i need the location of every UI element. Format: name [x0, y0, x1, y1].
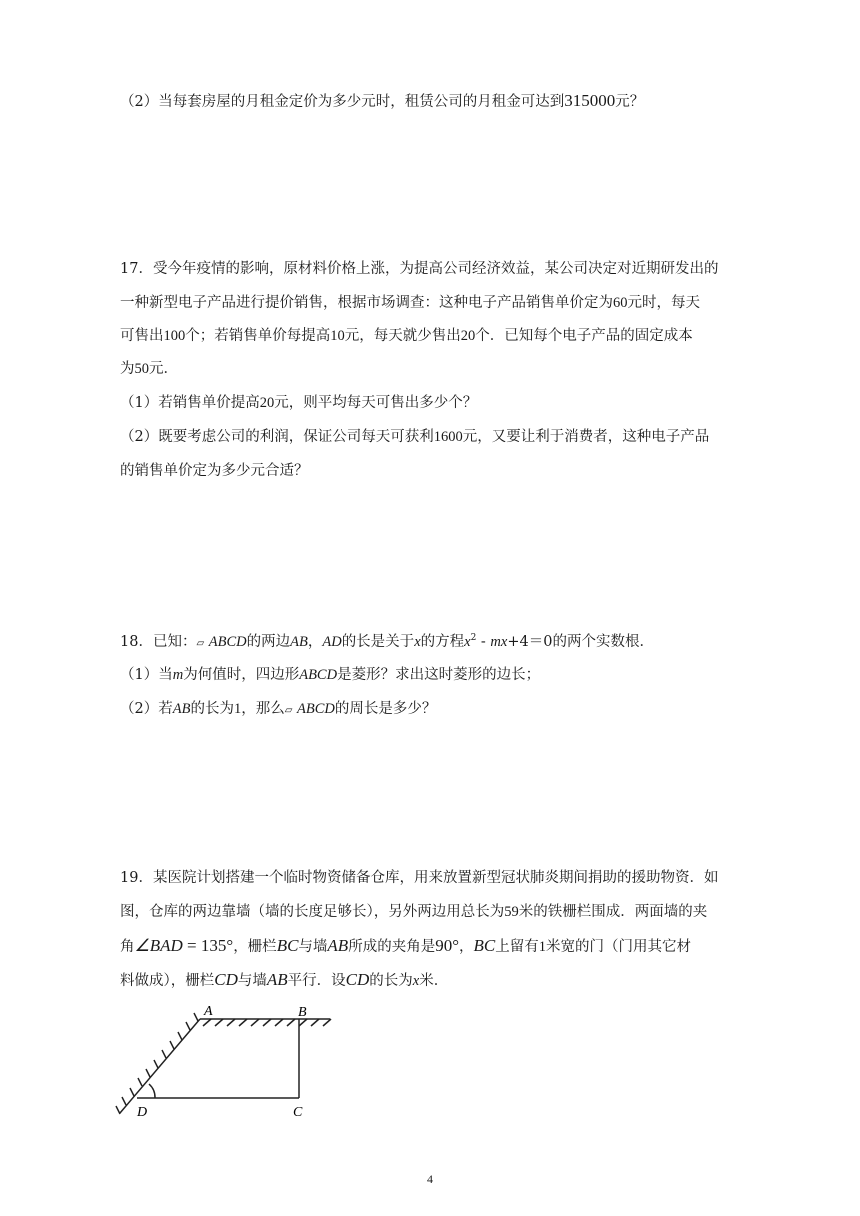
q19-line-3: 角∠BAD = 135°，栅栏BC与墙AB所成的夹角是90°，BC上留有1米宽的门（门用其它材: [120, 936, 691, 955]
label-a: A: [204, 1004, 213, 1019]
label-b: B: [298, 1005, 307, 1020]
q17-line-2: 一种新型电子产品进行提价销售，根据市场调查：这种电子产品销售单价定为60元时，每天: [120, 295, 700, 311]
q19-line-1: 19．某医院计划搭建一个临时物资储备仓库，用来放置新型冠状肺炎期间捐助的援助物资．如: [120, 870, 719, 886]
page-number: 4: [427, 1172, 433, 1186]
wall-ab: [200, 1019, 331, 1026]
q19-figure: [110, 995, 350, 1125]
q17-line-1: 17．受今年疫情的影响，原材料价格上涨，为提高公司经济效益，某公司决定对近期研发出的: [120, 261, 719, 277]
label-d: D: [137, 1105, 148, 1120]
q17-part2-line-1: （2）既要考虑公司的利润，保证公司每天可获利1600元，又要让利于消费者，这种电子产品: [120, 429, 710, 445]
q17-part2-line-2: 的销售单价定为多少元合适？: [120, 463, 309, 479]
label-c: C: [293, 1105, 303, 1120]
wall-ad: [116, 1013, 200, 1114]
q17-line-3: 可售出100个；若销售单价每提高10元，每天就少售出20个．已知每个电子产品的固定成本: [120, 328, 693, 344]
q17-line-4: 为50元．: [120, 361, 178, 377]
q16-part2: （2）当每套房屋的月租金定价为多少元时，租赁公司的月租金可达到315000元？: [120, 91, 645, 110]
q19-line-4: 料做成），栅栏CD与墙AB平行．设CD的长为x米．: [120, 970, 449, 989]
q19-line-2: 图，仓库的两边靠墙（墙的长度足够长），另外两边用总长为59米的铁栅栏围成．两面墙的夹: [120, 904, 708, 920]
fence: [137, 1019, 299, 1098]
q18-part1: （1）当m为何值时，四边形ABCD是菱形？求出这时菱形的边长；: [120, 667, 541, 683]
q17-part1: （1）若销售单价提高20元，则平均每天可售出多少个？: [120, 395, 478, 411]
q18-stem: 18．已知：▱ ABCD的两边AB，AD的长是关于x的方程$x^2 - mx+4=0$的两个实数根．: [120, 633, 654, 650]
q18-part2: （2）若AB的长为1，那么▱ ABCD的周长是多少？: [120, 701, 437, 717]
